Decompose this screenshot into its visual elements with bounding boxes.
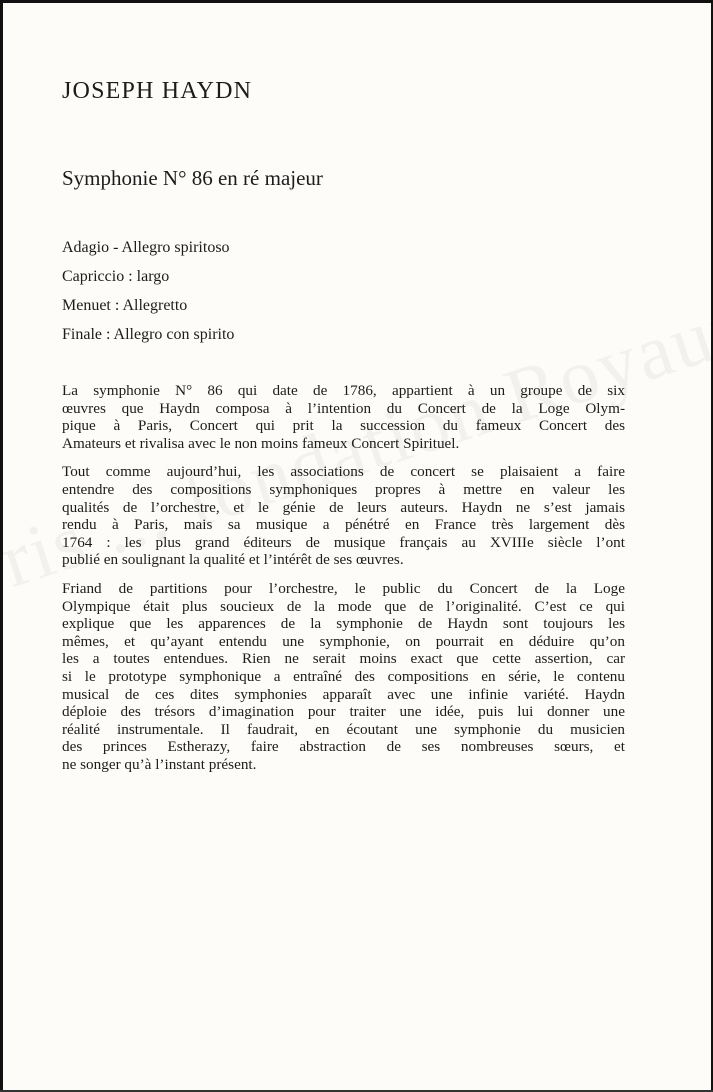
text-line: réalité instrumentale. Il faudrait, en écoutant une symphonie du musicien <box>62 720 625 738</box>
text-line: entendre des compositions symphoniques propres à mettre en valeur les <box>62 480 625 498</box>
movement-item: Adagio - Allegro spiritoso <box>62 239 230 256</box>
text-line: Tout comme aujourd’hui, les associations de concert se plaisaient a faire <box>62 463 625 481</box>
text-line: les a toutes entendues. Rien ne serait moins exact que cette assertion, car <box>62 650 625 668</box>
text-line: Amateurs et rivalisa avec le non moins fameux Concert Spirituel. <box>62 434 460 452</box>
text-line: qualités de l’orchestre, et le génie de leurs auteurs. Haydn ne s’est jamais <box>62 498 625 516</box>
text-line: mêmes, et qu’ayant entendu une symphonie, on pourrait en déduire qu’on <box>62 632 625 650</box>
text-line: si le prototype symphonique a entraîné des compositions en série, le contenu <box>62 667 625 685</box>
text-line: Friand de partitions pour l’orchestre, le public du Concert de la Loge <box>62 579 625 597</box>
text-line: œuvres que Haydn composa à l’intention du Concert de la Loge Olym- <box>62 399 625 417</box>
page-edge-left <box>0 0 3 1092</box>
text-line: Olympique était plus soucieux de la mode que de l’originalité. C’est ce qui <box>62 597 625 615</box>
page-edge-top <box>0 0 713 3</box>
text-line: des princes Estherazy, faire abstraction de ses nombreuses sœurs, et <box>62 738 625 756</box>
paragraph-3 <box>62 580 625 774</box>
text-line: 1764 : les plus grand éditeurs de musique français au XVIIIe siècle l’ont <box>62 533 625 551</box>
text-line: ne songer qu’à l’instant présent. <box>62 755 257 773</box>
composer-heading: JOSEPH HAYDN <box>62 78 253 104</box>
text-line: publié en soulignant la qualité et l’intérêt de ses œuvres. <box>62 551 404 569</box>
movement-item: Capriccio : largo <box>62 268 170 285</box>
movement-list <box>62 236 234 352</box>
text-line: déploie des trésors d’imagination pour traiter une idée, puis lui donner une <box>62 703 625 721</box>
movement-item: Finale : Allegro con spirito <box>62 326 235 343</box>
work-title: Symphonie N° 86 en ré majeur <box>62 166 323 190</box>
paragraph-2 <box>62 463 625 569</box>
movement-item: Menuet : Allegretto <box>62 297 188 314</box>
text-line: La symphonie N° 86 qui date de 1786, appartient à un groupe de six <box>62 382 625 399</box>
text-line: rendu à Paris, mais sa musique a pénétré en France très largement dès <box>62 516 625 534</box>
text-line: musical de ces dites symphonies apparaît avec une infinie variété. Haydn <box>62 685 625 703</box>
program-notes <box>62 382 625 784</box>
paragraph-1 <box>62 382 625 452</box>
text-line: pique à Paris, Concert qui prit la succession du fameux Concert des <box>62 417 625 435</box>
text-line: explique que les apparences de la symphonie de Haydn sont toujours les <box>62 615 625 633</box>
